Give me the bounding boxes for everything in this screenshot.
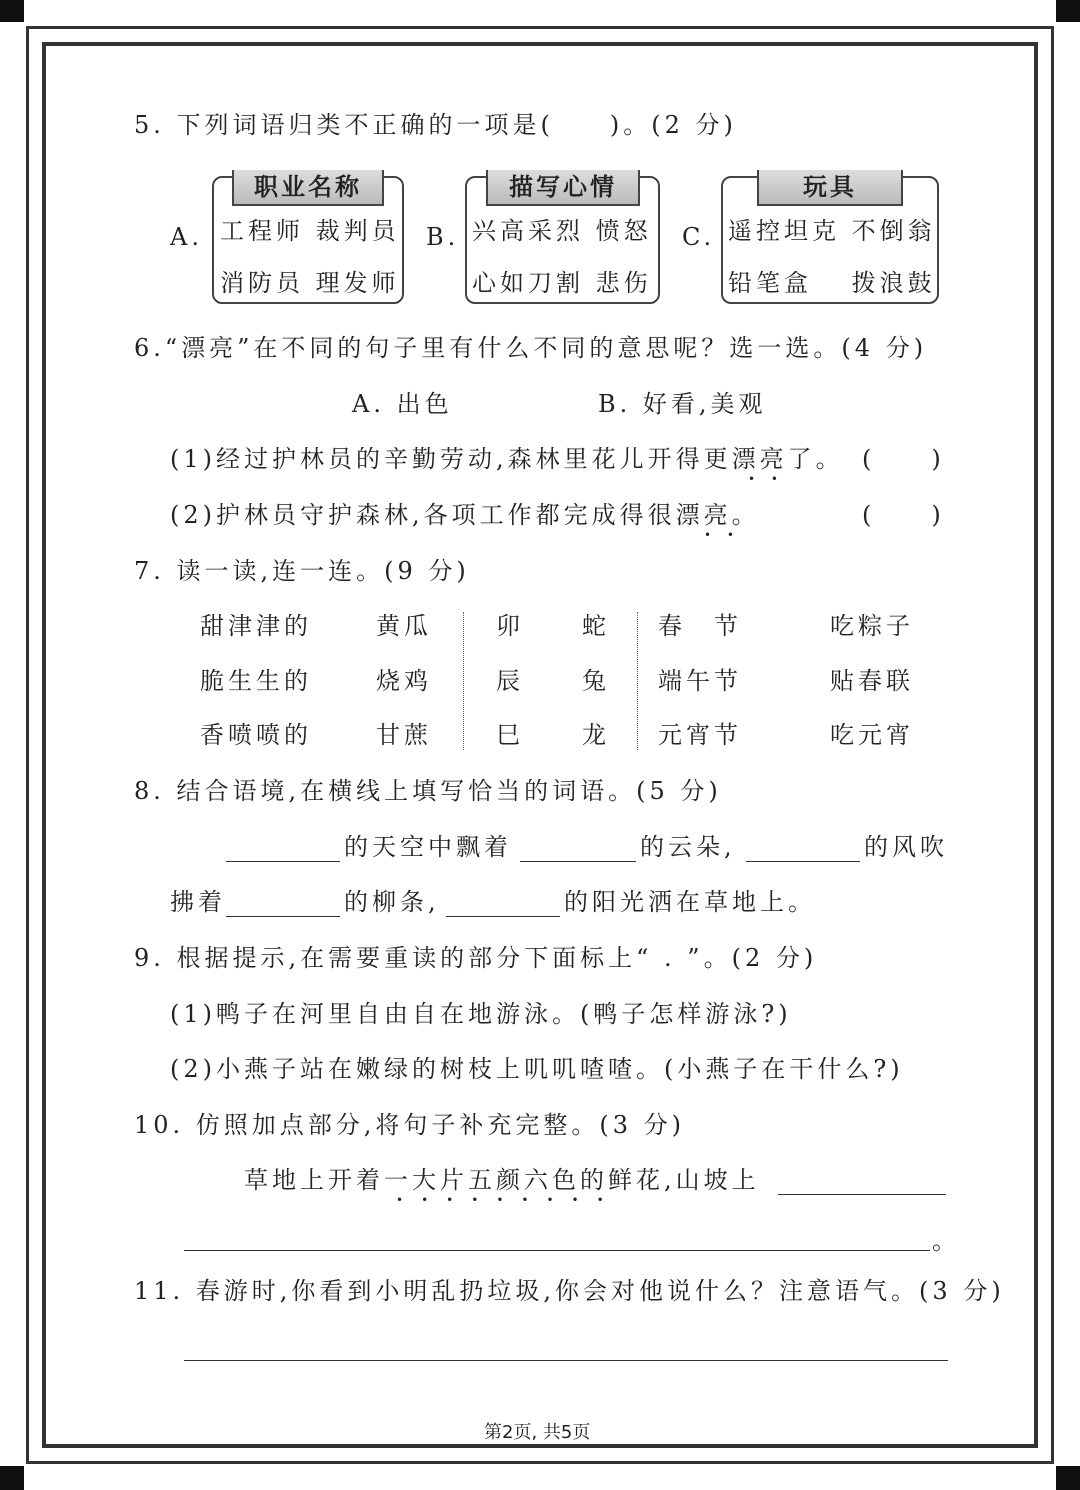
q7-col1-item: 脆生生的 (200, 667, 312, 695)
q6-option-b: B. 好看,美观 (598, 390, 767, 418)
q5-option-b-row2: 心如刀割 悲伤 (472, 269, 652, 297)
q7-col3-item: 卯 (496, 612, 524, 640)
question-7: 7. 读一读,连一连。(9 分) (134, 557, 470, 585)
q5-option-b-title: 描写心情 (486, 170, 640, 206)
q5-option-c-label: C. (682, 223, 716, 251)
q5-option-a-label: A. (170, 223, 203, 251)
q11-answer-line (184, 1360, 948, 1361)
corner-mark-tr (1056, 0, 1080, 22)
question-9: 9. 根据提示,在需要重读的部分下面标上“ . ”。(2 分) (134, 944, 818, 972)
q6-answer-paren-2: ( ) (862, 501, 945, 529)
q6-option-a: A. 出色 (352, 390, 453, 418)
emphasis-dots: • • (704, 528, 734, 542)
q5-option-c-row1: 遥控坦克 不倒翁 (728, 217, 936, 245)
q8-text-6: 的阳光洒在草地上。 (564, 888, 816, 916)
q7-col2-item: 烧鸡 (376, 667, 432, 695)
q8-text-3: 的风吹 (864, 833, 948, 861)
question-8: 8. 结合语境,在横线上填写恰当的词语。(5 分) (134, 777, 722, 805)
q7-col6-item: 吃元宵 (830, 721, 914, 749)
corner-mark-bl (0, 1466, 24, 1490)
q8-text-5: 的柳条, (344, 888, 440, 916)
corner-mark-br (1056, 1466, 1080, 1490)
q5-option-a-title: 职业名称 (232, 170, 384, 206)
emphasis-dots: ••••••••• (396, 1193, 622, 1207)
corner-mark-tl (0, 0, 24, 22)
q9-sentence-2: (2)小燕子站在嫩绿的树枝上叽叽喳喳。(小燕子在干什么?) (170, 1055, 904, 1083)
q10-sentence: 草地上开着一大片五颜六色的鲜花,山坡上 (244, 1166, 760, 1194)
q7-col2-item: 黄瓜 (376, 612, 432, 640)
q7-col5-item: 元宵节 (658, 721, 742, 749)
question-11: 11. 春游时,你看到小明乱扔垃圾,你会对他说什么？注意语气。(3 分) (134, 1277, 1005, 1305)
q8-blank-1 (226, 861, 340, 862)
q7-col3-item: 辰 (496, 667, 524, 695)
q7-col2-item: 甘蔗 (376, 721, 432, 749)
q7-col4-item: 兔 (582, 667, 610, 695)
q8-text-4: 拂着 (170, 888, 226, 916)
q5-option-a-row2: 消防员 理发师 (220, 269, 400, 297)
q7-col3-item: 巳 (496, 721, 524, 749)
q5-option-b-label: B. (426, 223, 460, 251)
q6-sentence-1: (1)经过护林员的辛勤劳动,森林里花儿开得更漂亮了。 (170, 445, 844, 473)
q7-col5-item: 端午节 (658, 667, 742, 695)
q8-blank-2 (520, 861, 636, 862)
q6-sentence-2: (2)护林员守护森林,各项工作都完成得很漂亮。 (170, 501, 760, 529)
q7-col1-item: 甜津津的 (200, 612, 312, 640)
q7-col1-item: 香喷喷的 (200, 721, 312, 749)
q5-option-a-row1: 工程师 裁判员 (220, 217, 400, 245)
q7-divider-2 (637, 612, 638, 750)
emphasis-dots: • • (748, 472, 778, 486)
q7-col6-item: 吃粽子 (830, 612, 914, 640)
page-number: 第2页, 共5页 (484, 1422, 591, 1443)
question-5: 5. 下列词语归类不正确的一项是( )。(2 分) (134, 111, 737, 139)
q7-col5-item: 春 节 (658, 612, 742, 640)
q9-sentence-1: (1)鸭子在河里自由自在地游泳。(鸭子怎样游泳?) (170, 1000, 792, 1028)
q8-blank-5 (446, 916, 560, 917)
q7-col6-item: 贴春联 (830, 667, 914, 695)
q8-blank-3 (746, 861, 860, 862)
q7-divider-1 (463, 612, 464, 750)
q10-end-mark: 。 (932, 1227, 960, 1255)
question-10: 10. 仿照加点部分,将句子补充完整。(3 分) (134, 1111, 686, 1139)
q6-answer-paren-1: ( ) (862, 445, 945, 473)
q7-col4-item: 蛇 (582, 612, 610, 640)
q5-option-c-title: 玩具 (757, 170, 903, 206)
q10-blank-2 (184, 1250, 930, 1251)
q8-blank-4 (226, 916, 340, 917)
q10-blank-1 (778, 1194, 946, 1195)
q5-option-b-row1: 兴高采烈 愤怒 (472, 217, 652, 245)
q5-option-c-row2: 铅笔盒 拨浪鼓 (728, 269, 936, 297)
q8-text-1: 的天空中飘着 (344, 833, 512, 861)
q7-col4-item: 龙 (582, 721, 610, 749)
q8-text-2: 的云朵, (640, 833, 736, 861)
question-6: 6.“漂亮”在不同的句子里有什么不同的意思呢？选一选。(4 分) (134, 334, 928, 362)
